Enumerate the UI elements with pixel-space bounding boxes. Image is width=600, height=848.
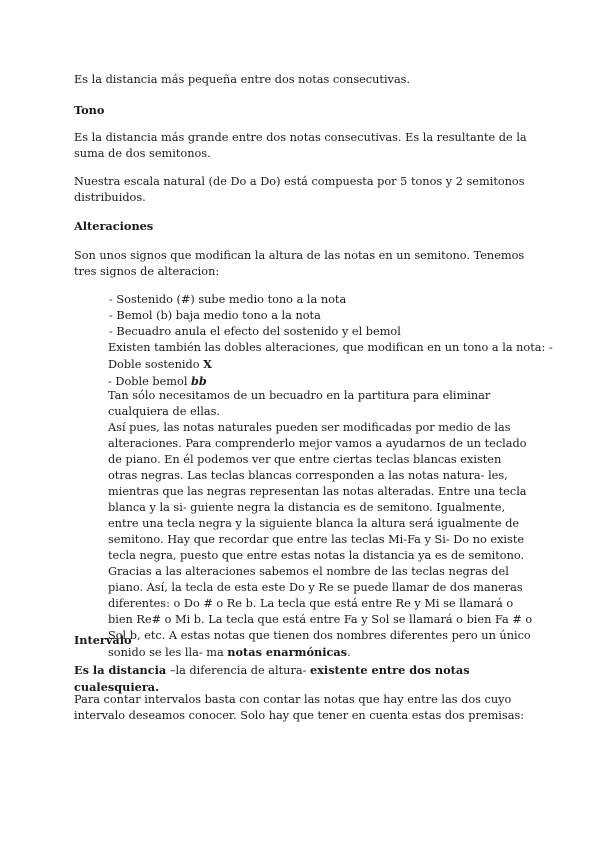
- becuadro-note: Tan sólo necesitamos de un becuadro en la partitura para eliminar cualquiera de ellas.: [108, 389, 491, 418]
- tono-definition: Es la distancia más grande entre dos notas consecutivas. Es la resultante de la suma de dos semitonos.: [74, 131, 527, 160]
- heading-alteraciones: Alteraciones: [74, 219, 154, 233]
- list-item: - Bemol (b) baja medio tono a la nota: [109, 309, 321, 322]
- dobles-bemol-label: - Doble bemol: [108, 375, 192, 388]
- keyboard-explanation: Así pues, las notas naturales pueden ser modificadas por medio de las alteraciones. Para comprenderlo mejor vamos a ayudarnos de un teclado de piano. En él podemos ver que entre ciertas teclas blancas existen otras negras. Las teclas blancas corresponden a las notas natura- les, mientras que las negras representan las notas alteradas. Entre una tecla blanca y la si- guiente negra la distancia es de semitono. Igualmente, entre una tecla negra y la siguiente blanca la altura será igualmente de semitono. Hay que recordar que entre las teclas Mi-Fa y Si- Do no existe tecla negra, puesto que entre estas notas la distancia ya es de semitono.: [108, 421, 527, 562]
- list-item: - Sostenido (#) sube medio tono a la nota: [109, 293, 347, 306]
- doble-sostenido-symbol: X: [203, 357, 212, 371]
- alteraciones-list: [108, 292, 534, 340]
- dobles-sostenido-label: Doble sostenido: [108, 358, 204, 371]
- dobles-block: [108, 340, 553, 390]
- list-item: - Becuadro anula el efecto del sostenido y el bemol: [109, 325, 401, 338]
- enharmonic-end: .: [347, 646, 351, 659]
- dobles-line: Existen también las dobles alteraciones, que modifican en un tono a la nota: -: [108, 341, 553, 354]
- scale-note: Nuestra escala natural (de Do a Do) está compuesta por 5 tonos y 2 semitonos distribuidos.: [74, 175, 525, 204]
- enharmonic-term: notas enarmónicas: [227, 645, 348, 659]
- dobles-sostenido-line: [108, 356, 534, 373]
- intervalo-definition: [74, 662, 534, 696]
- intervalo-counting: Para contar intervalos basta con contar las notas que hay entre las dos cuyo intervalo deseamos conocer. Solo hay que tener en cuenta estas dos premisas:: [74, 693, 525, 722]
- heading-tono: Tono: [74, 103, 105, 117]
- definition-bold-end: existente entre dos notas cualesquiera.: [74, 663, 470, 694]
- semitono-definition: Es la distancia más pequeña entre dos notas consecutivas.: [74, 73, 411, 86]
- heading-intervalo: Intervalo: [74, 633, 132, 647]
- definition-aside: –la diferencia de altura-: [166, 664, 310, 677]
- doble-bemol-symbol: bb: [191, 374, 207, 388]
- definition-bold-start: Es la distancia: [74, 663, 167, 677]
- enharmonic-text: Gracias a las alteraciones sabemos el nombre de las teclas negras del piano. Así, la tecla de esta este Do y Re se puede llamar de dos maneras diferentes: o Do # o Re b. La tecla que está entre Re y Mi se llamará o bien Re# o Mi b. La tecla que está entre Fa y Sol se llamará o bien Fa # o Sol b, etc. A estas notas que tienen dos nombres diferentes pero un único sonido se les lla- ma: [108, 565, 533, 659]
- alteraciones-intro: Son unos signos que modifican la altura de las notas en un semitono. Tenemos tres signos de alteracion:: [74, 249, 525, 278]
